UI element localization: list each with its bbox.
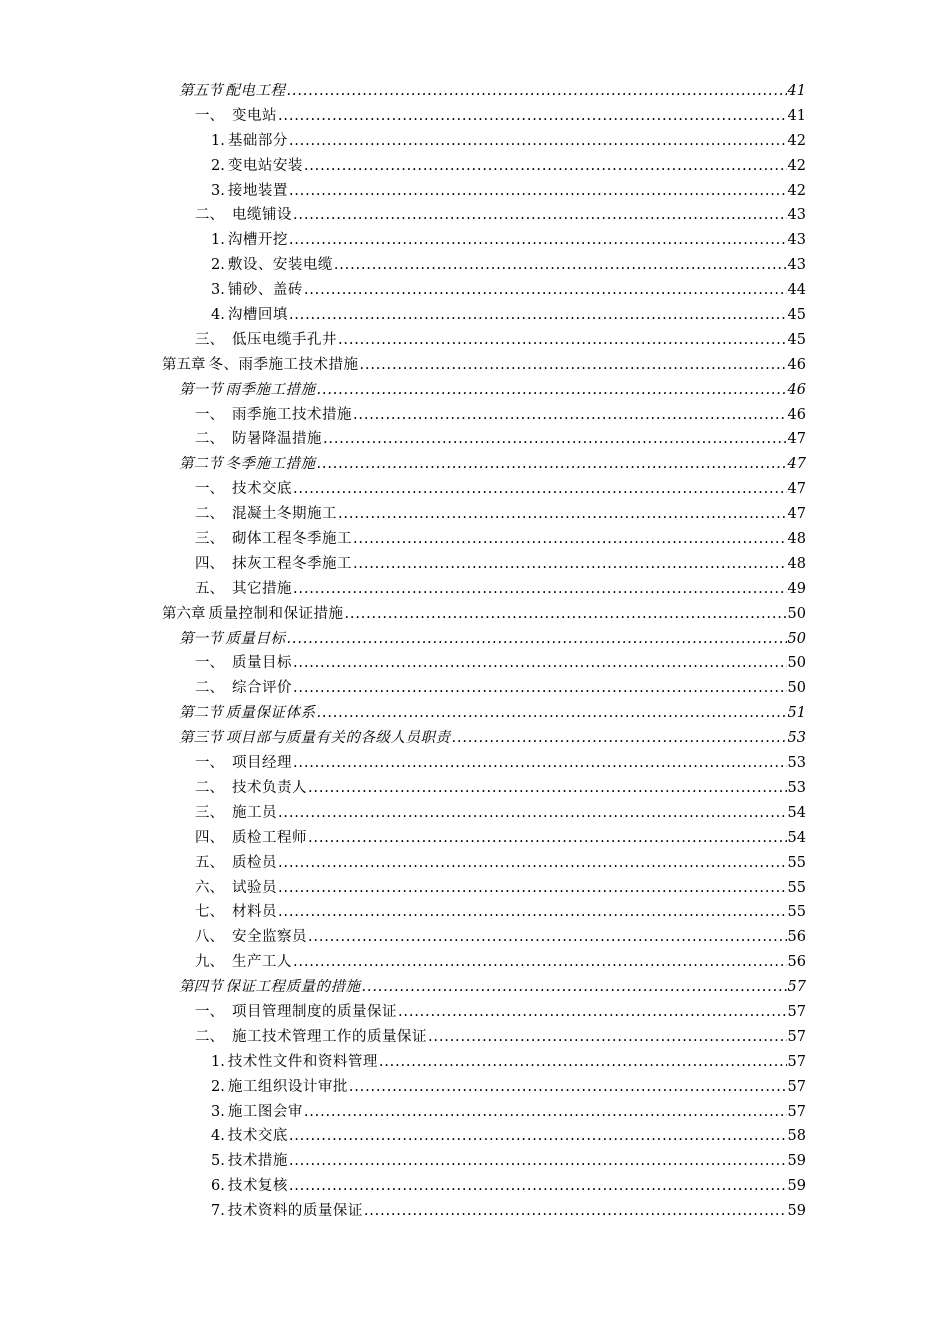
toc-page-number: 45 — [787, 307, 806, 324]
toc-dot-leader — [452, 726, 787, 751]
toc-entry-line — [195, 328, 806, 353]
toc-entry-sub[interactable] — [0, 1075, 950, 1100]
toc-entry-line — [179, 378, 806, 403]
toc-entry-item[interactable] — [0, 403, 950, 428]
toc-entry-title: 施工组织设计审批 — [227, 1078, 348, 1095]
toc-entry-number: 第五节 — [179, 83, 223, 99]
toc-entry-title: 质量保证体系 — [225, 705, 316, 722]
toc-entry-item[interactable] — [0, 876, 950, 901]
toc-dot-leader — [428, 1025, 787, 1050]
toc-entry-number: 一、 — [195, 655, 224, 672]
toc-entry-number: 5. — [211, 1153, 225, 1170]
toc-dot-leader — [308, 826, 787, 851]
toc-entry-item[interactable] — [0, 925, 950, 950]
toc-dot-leader — [293, 577, 787, 602]
toc-entry-title: 电缆铺设 — [232, 207, 292, 224]
toc-entry-item[interactable] — [0, 1000, 950, 1025]
toc-page-number: 46 — [787, 381, 806, 398]
toc-entry-item[interactable] — [0, 950, 950, 975]
toc-entry-line — [179, 79, 806, 104]
toc-entry-item[interactable] — [0, 104, 950, 129]
toc-page-number: 42 — [787, 157, 806, 174]
toc-entry-line — [211, 228, 806, 253]
toc-dot-leader — [304, 154, 787, 179]
toc-entry-number: 一、 — [195, 755, 224, 772]
toc-dot-leader — [289, 228, 787, 253]
toc-entry-line — [195, 801, 806, 826]
toc-entry-chapter[interactable] — [0, 602, 950, 627]
toc-entry-number: 第二节 — [179, 705, 223, 722]
toc-entry-line — [195, 776, 806, 801]
toc-entry-number: 一、 — [195, 1003, 224, 1020]
toc-page-number: 42 — [787, 182, 806, 199]
toc-entry-number: 第一节 — [179, 630, 223, 647]
toc-page-number: 43 — [787, 207, 806, 224]
toc-dot-leader — [364, 1199, 787, 1224]
toc-page-number: 47 — [787, 456, 806, 473]
toc-page-number: 42 — [787, 132, 806, 149]
toc-entry-line — [195, 552, 806, 577]
toc-dot-leader — [360, 353, 787, 378]
toc-entry-number: 3. — [211, 1103, 225, 1120]
toc-entry-number: 二、 — [195, 680, 224, 697]
toc-entry-line — [179, 726, 806, 751]
toc-entry-line — [195, 104, 806, 129]
toc-entry-line — [211, 179, 806, 204]
toc-page-number: 50 — [787, 655, 806, 672]
toc-entry-section[interactable] — [0, 378, 950, 403]
toc-page-number: 46 — [787, 356, 806, 373]
toc-entry-line — [195, 826, 806, 851]
toc-entry-number: 四、 — [195, 829, 224, 846]
toc-entry-item[interactable] — [0, 203, 950, 228]
toc-entry-line — [211, 1149, 806, 1174]
toc-entry-number: 一、 — [195, 406, 224, 423]
toc-page-number: 57 — [787, 979, 806, 996]
toc-page-number: 57 — [787, 1053, 806, 1070]
toc-entry-title: 项目管理制度的质量保证 — [232, 1003, 397, 1020]
toc-page-number: 50 — [787, 680, 806, 697]
toc-page-number: 45 — [787, 331, 806, 348]
toc-entry-section[interactable] — [0, 975, 950, 1000]
toc-entry-number: 第五章 — [162, 356, 206, 373]
toc-dot-leader — [353, 552, 787, 577]
toc-dot-leader — [362, 975, 787, 1000]
toc-entry-item[interactable] — [0, 651, 950, 676]
toc-entry-number: 1. — [211, 132, 225, 149]
toc-entry-number: 二、 — [195, 431, 224, 448]
toc-dot-leader — [379, 1050, 787, 1075]
toc-page-number: 41 — [787, 83, 806, 99]
toc-entry-title: 雨季施工技术措施 — [232, 406, 352, 423]
toc-entry-sub[interactable] — [0, 1050, 950, 1075]
toc-entry-title: 技术措施 — [227, 1153, 288, 1170]
toc-entry-number: 3. — [211, 282, 225, 299]
toc-entry-sub[interactable] — [0, 1100, 950, 1125]
toc-dot-leader — [308, 776, 787, 801]
toc-page-number: 44 — [787, 282, 806, 299]
toc-dot-leader — [293, 950, 787, 975]
toc-entry-title: 沟槽回填 — [227, 307, 288, 324]
toc-entry-item[interactable] — [0, 751, 950, 776]
toc-entry-number: 一、 — [195, 107, 224, 124]
toc-entry-number: 第四节 — [179, 979, 223, 996]
toc-page-number: 50 — [787, 630, 806, 647]
toc-entry-line — [195, 577, 806, 602]
toc-entry-number: 2. — [211, 1078, 225, 1095]
toc-entry-line — [211, 278, 806, 303]
toc-entry-item[interactable] — [0, 552, 950, 577]
toc-entry-line — [195, 950, 806, 975]
toc-page-number: 57 — [787, 1103, 806, 1120]
toc-entry-number: 一、 — [195, 481, 224, 498]
toc-entry-section[interactable] — [0, 79, 950, 104]
toc-entry-line — [195, 676, 806, 701]
toc-entry-number: 四、 — [195, 555, 224, 572]
toc-entry-title: 变电站 — [232, 107, 277, 124]
toc-page-number: 51 — [787, 705, 806, 722]
toc-entry-line — [211, 1050, 806, 1075]
toc-dot-leader — [304, 278, 787, 303]
toc-entry-title: 综合评价 — [232, 680, 292, 697]
toc-entry-section[interactable] — [0, 726, 950, 751]
toc-entry-title: 敷设、安装电缆 — [227, 257, 333, 274]
toc-entry-number: 第三节 — [179, 730, 223, 747]
toc-entry-title: 其它措施 — [232, 580, 292, 597]
toc-entry-number: 7. — [211, 1203, 225, 1220]
toc-entry-item[interactable] — [0, 676, 950, 701]
table-of-contents — [0, 79, 950, 1224]
toc-page-number: 46 — [787, 406, 806, 423]
toc-dot-leader — [293, 203, 787, 228]
toc-entry-item[interactable] — [0, 801, 950, 826]
toc-dot-leader — [304, 1100, 787, 1125]
toc-entry-number: 6. — [211, 1178, 225, 1195]
toc-entry-line — [195, 427, 806, 452]
toc-entry-item[interactable] — [0, 900, 950, 925]
toc-dot-leader — [293, 676, 787, 701]
toc-entry-number: 七、 — [195, 904, 224, 921]
toc-entry-sub[interactable] — [0, 1149, 950, 1174]
toc-entry-title: 项目经理 — [232, 755, 292, 772]
toc-dot-leader — [353, 527, 787, 552]
toc-page-number: 47 — [787, 481, 806, 498]
toc-page-number: 58 — [787, 1128, 806, 1145]
toc-dot-leader — [317, 701, 787, 726]
toc-entry-line — [195, 1025, 806, 1050]
toc-dot-leader — [278, 876, 787, 901]
toc-entry-title: 质检工程师 — [232, 829, 307, 846]
toc-entry-number: 第一节 — [179, 381, 223, 398]
toc-dot-leader — [334, 253, 787, 278]
toc-dot-leader — [278, 900, 787, 925]
toc-page-number: 59 — [787, 1203, 806, 1220]
toc-entry-sub[interactable] — [0, 1124, 950, 1149]
toc-entry-item[interactable] — [0, 477, 950, 502]
toc-entry-number: 八、 — [195, 929, 224, 946]
toc-page-number: 41 — [787, 107, 806, 124]
toc-page-number: 48 — [787, 531, 806, 548]
toc-entry-line — [211, 1124, 806, 1149]
toc-entry-line — [211, 1199, 806, 1224]
toc-entry-number: 五、 — [195, 580, 224, 597]
toc-entry-line — [195, 203, 806, 228]
toc-entry-title: 生产工人 — [232, 954, 292, 971]
toc-entry-line — [162, 353, 806, 378]
toc-dot-leader — [349, 1075, 787, 1100]
toc-entry-title: 质量目标 — [225, 630, 286, 647]
toc-entry-title: 接地装置 — [227, 182, 288, 199]
toc-page-number: 53 — [787, 755, 806, 772]
toc-entry-line — [195, 751, 806, 776]
toc-entry-title: 沟槽开挖 — [227, 232, 288, 249]
toc-dot-leader — [398, 1000, 787, 1025]
toc-entry-line — [162, 602, 806, 627]
toc-dot-leader — [293, 651, 787, 676]
toc-dot-leader — [287, 627, 787, 652]
toc-entry-title: 技术性文件和资料管理 — [227, 1053, 378, 1070]
toc-entry-number: 二、 — [195, 779, 224, 796]
toc-page-number: 56 — [787, 929, 806, 946]
toc-entry-item[interactable] — [0, 577, 950, 602]
toc-entry-number: 二、 — [195, 207, 224, 224]
toc-entry-line — [211, 303, 806, 328]
toc-entry-sub[interactable] — [0, 179, 950, 204]
toc-entry-title: 质量控制和保证措施 — [208, 605, 344, 622]
toc-entry-line — [179, 701, 806, 726]
toc-dot-leader — [289, 1149, 787, 1174]
toc-dot-leader — [317, 452, 787, 477]
toc-dot-leader — [293, 477, 787, 502]
toc-entry-item[interactable] — [0, 1025, 950, 1050]
toc-page-number: 47 — [787, 431, 806, 448]
toc-entry-title: 混凝土冬期施工 — [232, 506, 337, 523]
toc-entry-sub[interactable] — [0, 228, 950, 253]
toc-entry-line — [195, 900, 806, 925]
toc-entry-item[interactable] — [0, 826, 950, 851]
toc-entry-item[interactable] — [0, 328, 950, 353]
toc-dot-leader — [353, 403, 787, 428]
toc-entry-number: 4. — [211, 307, 225, 324]
toc-entry-number: 三、 — [195, 331, 224, 348]
toc-page-number: 57 — [787, 1028, 806, 1045]
toc-entry-number: 二、 — [195, 1028, 224, 1045]
toc-page-number: 59 — [787, 1153, 806, 1170]
toc-entry-title: 质检员 — [232, 854, 277, 871]
toc-entry-line — [195, 1000, 806, 1025]
toc-entry-title: 铺砂、盖砖 — [227, 282, 303, 299]
toc-entry-line — [211, 253, 806, 278]
toc-entry-chapter[interactable] — [0, 353, 950, 378]
toc-entry-item[interactable] — [0, 851, 950, 876]
toc-entry-sub[interactable] — [0, 303, 950, 328]
toc-entry-line — [211, 1075, 806, 1100]
toc-entry-line — [195, 876, 806, 901]
toc-page-number: 43 — [787, 232, 806, 249]
toc-entry-number: 五、 — [195, 854, 224, 871]
toc-entry-number: 2. — [211, 157, 225, 174]
toc-entry-line — [195, 925, 806, 950]
toc-entry-title: 冬季施工措施 — [225, 456, 316, 473]
toc-entry-item[interactable] — [0, 776, 950, 801]
toc-dot-leader — [289, 303, 787, 328]
toc-dot-leader — [287, 79, 787, 104]
toc-page-number: 59 — [787, 1178, 806, 1195]
toc-entry-number: 三、 — [195, 531, 224, 548]
toc-entry-number: 第二节 — [179, 456, 223, 473]
toc-entry-title: 基础部分 — [227, 132, 288, 149]
toc-dot-leader — [278, 104, 787, 129]
toc-entry-line — [179, 452, 806, 477]
toc-page-number: 53 — [787, 779, 806, 796]
toc-entry-title: 质量目标 — [232, 655, 292, 672]
toc-entry-section[interactable] — [0, 452, 950, 477]
toc-entry-title: 抹灰工程冬季施工 — [232, 555, 352, 572]
toc-entry-number: 3. — [211, 182, 225, 199]
toc-entry-line — [195, 403, 806, 428]
toc-page-number: 57 — [787, 1078, 806, 1095]
toc-entry-section[interactable] — [0, 627, 950, 652]
toc-entry-sub[interactable] — [0, 253, 950, 278]
toc-entry-line — [211, 129, 806, 154]
toc-entry-title: 施工技术管理工作的质量保证 — [232, 1028, 427, 1045]
toc-entry-line — [179, 975, 806, 1000]
toc-entry-item[interactable] — [0, 527, 950, 552]
toc-dot-leader — [317, 378, 787, 403]
toc-entry-title: 砌体工程冬季施工 — [232, 531, 352, 548]
toc-dot-leader — [289, 179, 787, 204]
toc-entry-number: 2. — [211, 257, 225, 274]
toc-entry-number: 三、 — [195, 804, 224, 821]
toc-entry-number: 六、 — [195, 879, 224, 896]
toc-entry-line — [195, 477, 806, 502]
toc-dot-leader — [338, 502, 787, 527]
toc-entry-number: 1. — [211, 232, 225, 249]
toc-entry-title: 技术资料的质量保证 — [227, 1203, 363, 1220]
toc-entry-title: 试验员 — [232, 879, 277, 896]
toc-page-number: 54 — [787, 804, 806, 821]
toc-entry-line — [195, 527, 806, 552]
toc-entry-section[interactable] — [0, 701, 950, 726]
toc-dot-leader — [289, 129, 787, 154]
toc-dot-leader — [323, 427, 787, 452]
toc-entry-title: 技术交底 — [227, 1128, 288, 1145]
toc-entry-title: 配电工程 — [225, 83, 286, 99]
toc-entry-title: 保证工程质量的措施 — [225, 979, 361, 996]
toc-entry-sub[interactable] — [0, 129, 950, 154]
toc-dot-leader — [278, 851, 787, 876]
toc-page-number: 43 — [787, 257, 806, 274]
toc-page-number: 55 — [787, 854, 806, 871]
toc-entry-title: 项目部与质量有关的各级人员职责 — [225, 730, 451, 747]
toc-page-number: 55 — [787, 904, 806, 921]
toc-entry-title: 雨季施工措施 — [225, 381, 316, 398]
toc-entry-title: 变电站安装 — [227, 157, 303, 174]
toc-entry-line — [179, 627, 806, 652]
toc-entry-number: 4. — [211, 1128, 225, 1145]
toc-page-number: 50 — [787, 605, 806, 622]
toc-entry-item[interactable] — [0, 502, 950, 527]
toc-page-number: 54 — [787, 829, 806, 846]
toc-entry-title: 防暑降温措施 — [232, 431, 322, 448]
toc-entry-number: 二、 — [195, 506, 224, 523]
toc-entry-number: 第六章 — [162, 605, 206, 622]
toc-page-number: 56 — [787, 954, 806, 971]
toc-dot-leader — [308, 925, 787, 950]
toc-entry-line — [195, 651, 806, 676]
toc-entry-title: 技术交底 — [232, 481, 292, 498]
toc-page-number: 49 — [787, 580, 806, 597]
toc-page-number: 47 — [787, 506, 806, 523]
toc-page-number: 48 — [787, 555, 806, 572]
toc-dot-leader — [278, 801, 787, 826]
toc-dot-leader — [338, 328, 787, 353]
toc-entry-sub[interactable] — [0, 1199, 950, 1224]
toc-page-number: 53 — [787, 730, 806, 747]
toc-entry-line — [211, 154, 806, 179]
toc-entry-title: 低压电缆手孔井 — [232, 331, 337, 348]
toc-entry-title: 技术复核 — [227, 1178, 288, 1195]
toc-entry-line — [211, 1100, 806, 1125]
toc-entry-title: 安全监察员 — [232, 929, 307, 946]
toc-entry-line — [211, 1174, 806, 1199]
toc-dot-leader — [289, 1174, 787, 1199]
toc-page-number: 55 — [787, 879, 806, 896]
toc-entry-title: 技术负责人 — [232, 779, 307, 796]
toc-entry-line — [195, 851, 806, 876]
toc-dot-leader — [293, 751, 787, 776]
toc-page-number: 57 — [787, 1003, 806, 1020]
toc-dot-leader — [289, 1124, 787, 1149]
toc-entry-title: 材料员 — [232, 904, 277, 921]
toc-entry-line — [195, 502, 806, 527]
toc-entry-title: 施工图会审 — [227, 1103, 303, 1120]
toc-entry-sub[interactable] — [0, 278, 950, 303]
toc-entry-sub[interactable] — [0, 154, 950, 179]
toc-entry-sub[interactable] — [0, 1174, 950, 1199]
toc-dot-leader — [345, 602, 787, 627]
toc-entry-item[interactable] — [0, 427, 950, 452]
toc-entry-title: 冬、雨季施工技术措施 — [208, 356, 359, 373]
toc-entry-number: 九、 — [195, 954, 224, 971]
toc-entry-title: 施工员 — [232, 804, 277, 821]
toc-entry-number: 1. — [211, 1053, 225, 1070]
